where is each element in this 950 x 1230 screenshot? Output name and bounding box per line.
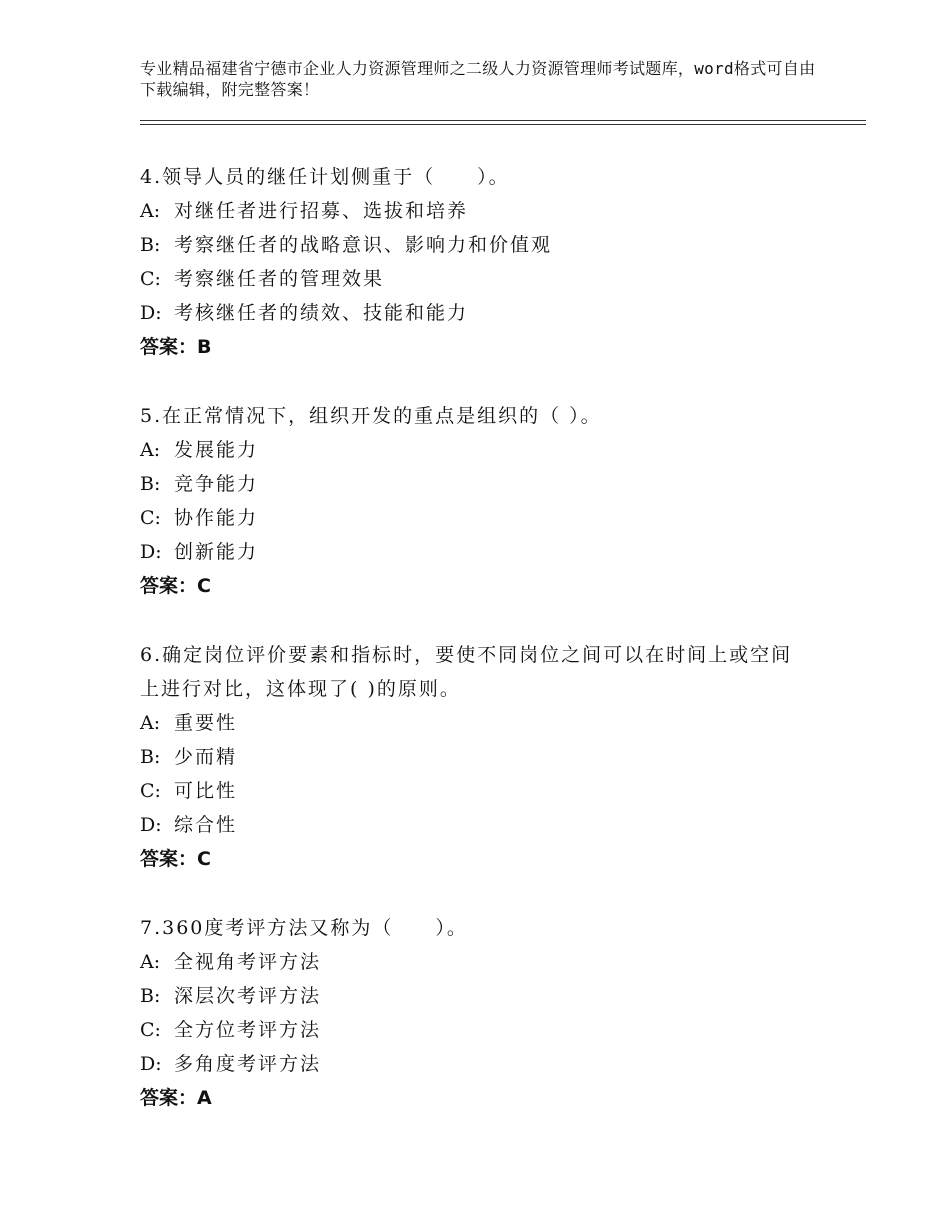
option-label: D: [140,541,162,563]
option-label: B: [140,234,161,256]
option-text: 少而精 [174,746,238,768]
option-text: 深层次考评方法 [174,985,322,1007]
option-text: 考核继任者的绩效、技能和能力 [174,302,469,324]
answer: 答案：A [140,1087,212,1109]
question-6 [140,638,800,876]
option-text: 全视角考评方法 [174,951,322,973]
question-stem: 5.在正常情况下，组织开发的重点是组织的（ ）。 [140,405,602,427]
option-label: A: [140,439,161,461]
option-b [140,228,800,262]
header-divider [140,120,866,125]
option-d [140,296,800,330]
option-d [140,808,800,842]
question-stem: 7.360度考评方法又称为（ ）。 [140,917,468,939]
option-text: 创新能力 [174,541,259,563]
option-text: 全方位考评方法 [174,1019,322,1041]
option-label: A: [140,200,161,222]
option-text: 考察继任者的战略意识、影响力和价值观 [174,234,553,256]
option-label: A: [140,951,161,973]
option-a [140,194,800,228]
answer: 答案：C [140,848,211,870]
question-5 [140,399,800,603]
option-text: 竞争能力 [174,473,259,495]
option-label: C: [140,1019,161,1041]
option-text: 发展能力 [174,439,259,461]
option-label: C: [140,780,161,802]
option-text: 综合性 [174,814,238,836]
option-a [140,433,800,467]
option-text: 重要性 [174,712,238,734]
document-header: 专业精品福建省宁德市企业人力资源管理师之二级人力资源管理师考试题库，word格式可自由下载编辑，附完整答案！ [140,59,816,99]
option-text: 可比性 [174,780,238,802]
option-c [140,774,800,808]
option-text: 考察继任者的管理效果 [174,268,385,290]
option-a [140,945,800,979]
option-label: C: [140,507,161,529]
option-d [140,1047,800,1081]
option-label: B: [140,473,161,495]
option-label: D: [140,1053,162,1075]
question-stem: 4.领导人员的继任计划侧重于（ ）。 [140,166,510,188]
option-label: D: [140,814,162,836]
answer: 答案：C [140,575,211,597]
option-label: A: [140,712,161,734]
option-a [140,706,800,740]
question-4 [140,160,800,364]
option-text: 协作能力 [174,507,259,529]
option-text: 多角度考评方法 [174,1053,322,1075]
answer: 答案：B [140,336,212,358]
option-b [140,467,800,501]
option-c [140,262,800,296]
option-d [140,535,800,569]
option-label: C: [140,268,161,290]
option-text: 对继任者进行招募、选拔和培养 [174,200,469,222]
question-stem: 6.确定岗位评价要素和指标时，要使不同岗位之间可以在时间上或空间上进行对比，这体现了( )的原则。 [140,644,793,700]
option-label: B: [140,985,161,1007]
option-b [140,740,800,774]
option-label: B: [140,746,161,768]
option-c [140,1013,800,1047]
question-7 [140,911,800,1115]
option-label: D: [140,302,162,324]
option-c [140,501,800,535]
option-b [140,979,800,1013]
